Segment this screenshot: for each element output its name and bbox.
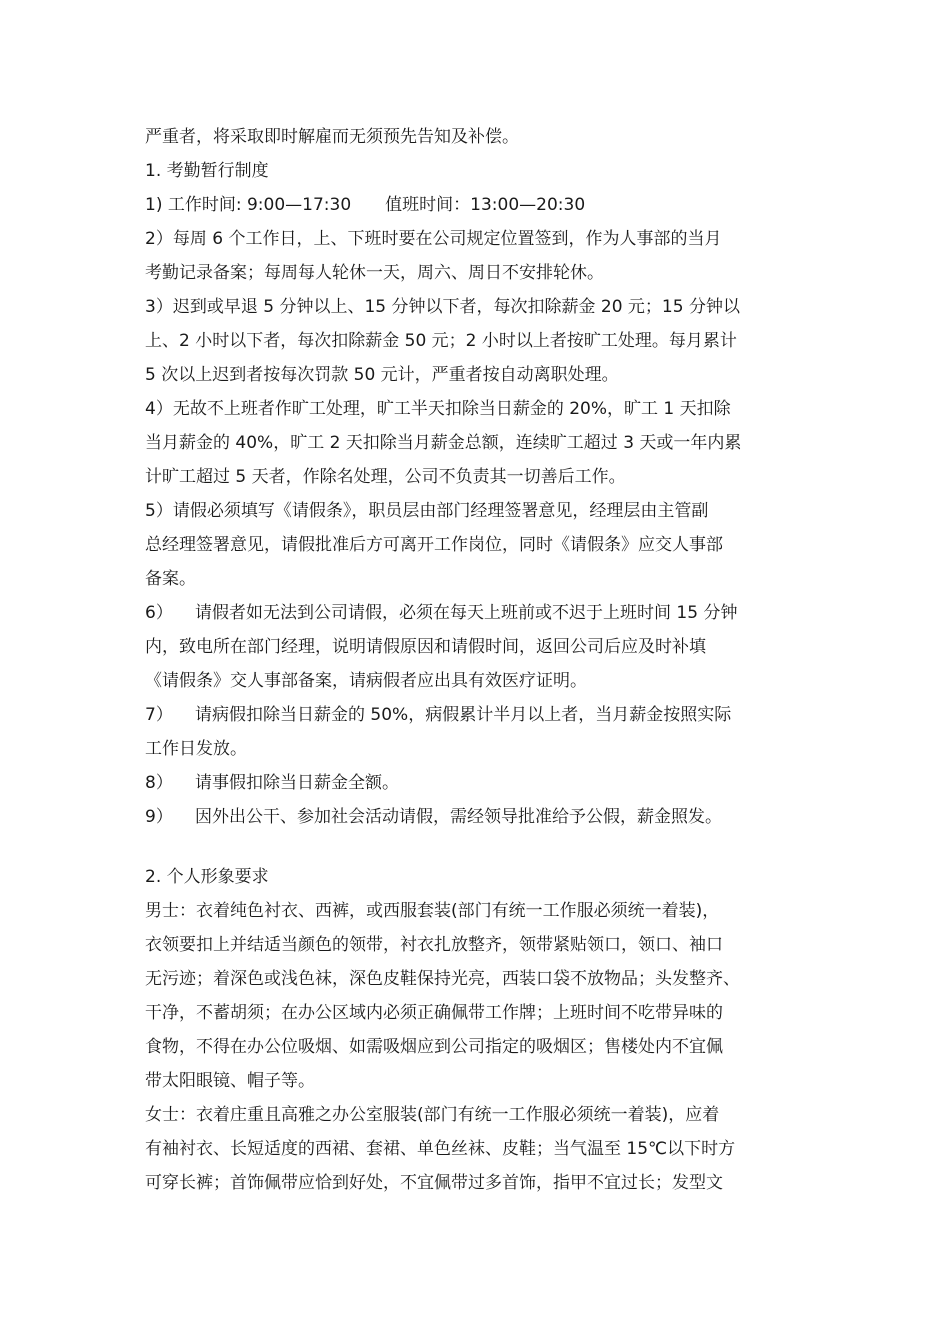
section-heading-attendance: 1. 考勤暂行制度 xyxy=(145,161,269,181)
text-line: 可穿长裤；首饰佩带应恰到好处，不宜佩带过多首饰，指甲不宜过长；发型文 xyxy=(145,1173,723,1193)
text-line: 衣领要扣上并结适当颜色的领带，衬衣扎放整齐，领带紧贴领口，领口、袖口 xyxy=(145,935,723,955)
item-number: 8） xyxy=(145,773,173,793)
item-number: 6） xyxy=(145,603,173,623)
text-line: 总经理签署意见，请假批准后方可离开工作岗位，同时《请假条》应交人事部 xyxy=(145,535,723,555)
item-text: 请病假扣除当日薪金的 50%，病假累计半月以上者，当月薪金按照实际 xyxy=(195,705,732,725)
text-line: 《请假条》交人事部备案，请病假者应出具有效医疗证明。 xyxy=(145,671,587,691)
item-number: 7） xyxy=(145,705,173,725)
text-line: 备案。 xyxy=(145,569,196,589)
item-text: 因外出公干、参加社会活动请假，需经领导批准给予公假，薪金照发。 xyxy=(195,807,722,827)
rule-item-7 xyxy=(145,698,815,732)
work-hours-line xyxy=(145,188,815,222)
text-line: 5 次以上迟到者按每次罚款 50 元计，严重者按自动离职处理。 xyxy=(145,365,619,385)
text-line: 女士：衣着庄重且高雅之办公室服装(部门有统一工作服必须统一着装)，应着 xyxy=(145,1105,720,1125)
text-line: 上、2 小时以下者，每次扣除薪金 50 元；2 小时以上者按旷工处理。每月累计 xyxy=(145,331,737,351)
text-line: 严重者，将采取即时解雇而无须预先告知及补偿。 xyxy=(145,127,519,147)
work-hours-text: 1) 工作时间: 9:00—17:30 xyxy=(145,195,352,215)
text-line: 当月薪金的 40%，旷工 2 天扣除当月薪金总额，连续旷工超过 3 天或一年内累 xyxy=(145,433,742,453)
paragraph-gap xyxy=(145,834,815,860)
rule-item-6 xyxy=(145,596,815,630)
item-text: 请假者如无法到公司请假，必须在每天上班前或不迟于上班时间 15 分钟 xyxy=(195,603,738,623)
text-line: 食物，不得在办公位吸烟、如需吸烟应到公司指定的吸烟区；售楼处内不宜佩 xyxy=(145,1037,723,1057)
text-line: 男士：衣着纯色衬衣、西裤，或西服套装(部门有统一工作服必须统一着装)， xyxy=(145,901,720,921)
rule-item-9 xyxy=(145,800,815,834)
text-line: 有袖衬衣、长短适度的西裙、套裙、单色丝袜、皮鞋；当气温至 15℃以下时方 xyxy=(145,1139,736,1159)
item-number: 9） xyxy=(145,807,173,827)
duty-hours-text: 值班时间：13:00—20:30 xyxy=(385,195,586,215)
text-line: 5）请假必须填写《请假条》，职员层由部门经理签署意见，经理层由主管副 xyxy=(145,501,709,521)
document-body xyxy=(145,120,815,1200)
text-line: 考勤记录备案；每周每人轮休一天，周六、周日不安排轮休。 xyxy=(145,263,604,283)
rule-item-8 xyxy=(145,766,815,800)
text-line: 4）无故不上班者作旷工处理，旷工半天扣除当日薪金的 20%，旷工 1 天扣除 xyxy=(145,399,731,419)
text-line: 工作日发放。 xyxy=(145,739,247,759)
text-line: 带太阳眼镜、帽子等。 xyxy=(145,1071,315,1091)
text-line: 3）迟到或早退 5 分钟以上、15 分钟以下者，每次扣除薪金 20 元；15 分钟以 xyxy=(145,297,740,317)
text-line: 2）每周 6 个工作日，上、下班时要在公司规定位置签到，作为人事部的当月 xyxy=(145,229,722,249)
text-line: 计旷工超过 5 天者，作除名处理，公司不负责其一切善后工作。 xyxy=(145,467,626,487)
text-line: 干净，不蓄胡须；在办公区域内必须正确佩带工作牌；上班时间不吃带异味的 xyxy=(145,1003,723,1023)
section-heading-appearance: 2. 个人形象要求 xyxy=(145,867,269,887)
item-text: 请事假扣除当日薪金全额。 xyxy=(195,773,399,793)
text-line: 内，致电所在部门经理，说明请假原因和请假时间，返回公司后应及时补填 xyxy=(145,637,706,657)
text-line: 无污迹；着深色或浅色袜，深色皮鞋保持光亮，西装口袋不放物品；头发整齐、 xyxy=(145,969,740,989)
